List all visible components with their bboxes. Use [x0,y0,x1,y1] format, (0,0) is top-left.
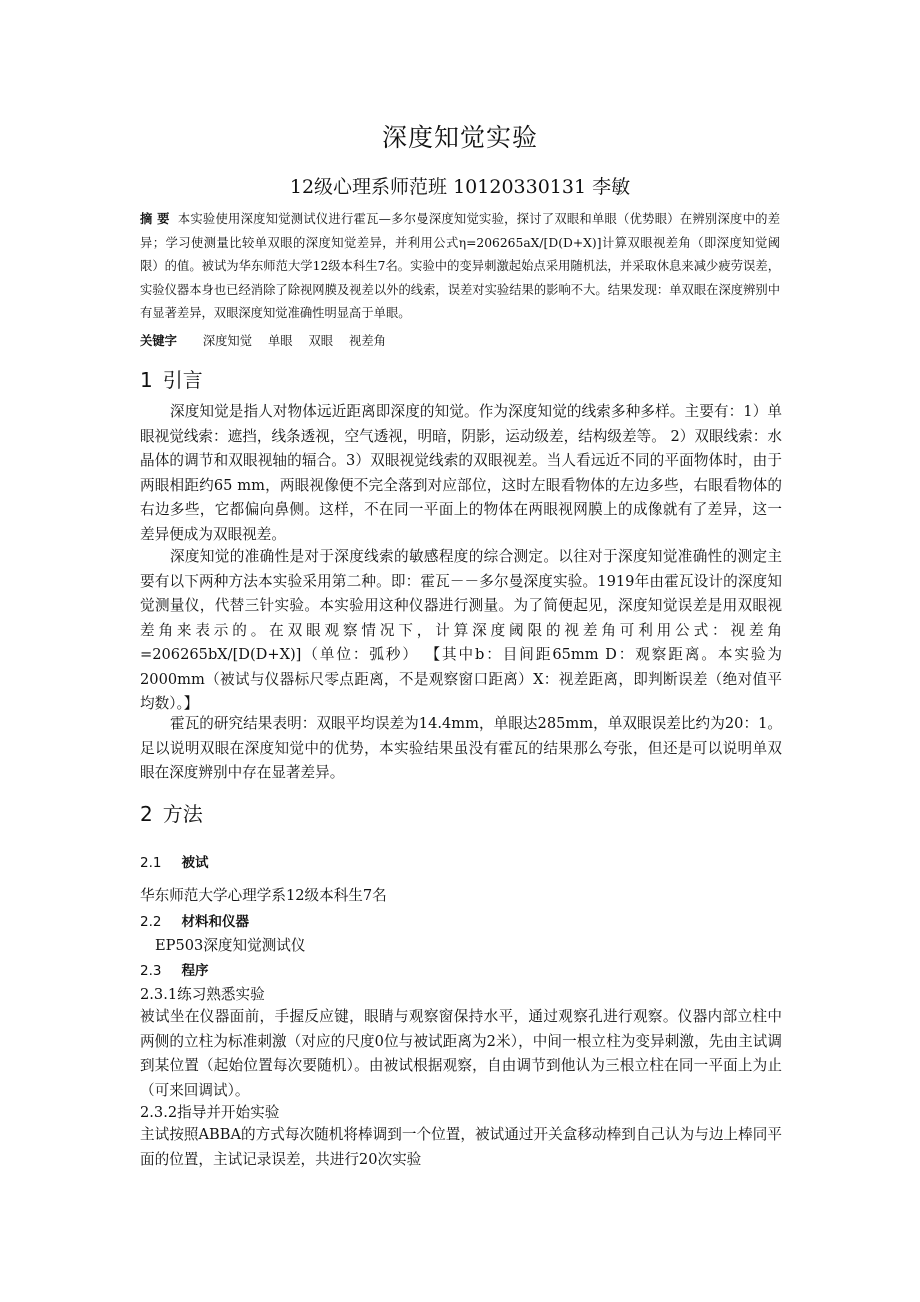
abstract-label: 摘 要 [140,212,170,226]
section-title: 引言 [162,368,203,392]
intro-paragraph-2: 深度知觉的准确性是对于深度线索的敏感程度的综合测定。以往对于深度知觉准确性的测定主要有以下两种方法本实验采用第二种。即：霍瓦－－多尔曼深度实验。1919年由霍瓦设计的深度知觉测量仪，代替三针实验。本实验用这种仪器进行测量。为了简便起见，深度知觉误差是用双眼视差角来表示的。在双眼观察情况下，计算深度阈限的视差角可利用公式：视差角=206265bX/[D(D+X)]（单位：弧秒） 【其中b：目间距65mm D：观察距离。本实验为2000mm（被试与仪器标尺零点距离，不是观察窗口距离）X：视差距离，即判断误差（绝对值平均数）。】 [140,548,782,712]
section-heading-introduction [140,364,203,393]
keyword-item: 双眼 [308,334,334,348]
subsection-number: 2.1 [140,855,162,871]
keyword-item: 单眼 [267,334,293,348]
subsection-title: 被试 [181,855,209,871]
materials-text: EP503深度知觉测试仪 [155,937,306,954]
procedure-step-1-text: 被试坐在仪器面前，手握反应键，眼睛与观察窗保持水平，通过观察孔进行观察。仪器内部立柱中两侧的立柱为标准刺激（对应的尺度0位与被试距离为2米），中间一根立柱为变异刺激，先由主试调到某位置（起始位置每次要随机）。由被试根据观察，自由调节到他认为三根立柱在同一平面上为止（可来回调试）。 [140,1008,782,1099]
section-number: 2 [140,802,153,826]
subsection-number: 2.2 [140,914,162,930]
abstract [140,208,780,326]
subsection-heading-procedure [140,959,208,979]
section-title: 方法 [162,802,203,826]
subsection-heading-materials [140,910,249,930]
subjects-text: 华东师范大学心理学系12级本科生7名 [140,887,387,904]
paper-title: 深度知觉实验 [381,123,538,152]
abstract-text: 本实验使用深度知觉测试仪进行霍瓦—多尔曼深度知觉实验，探讨了双眼和单眼（优势眼）在辨别深度中的差异；学习使测量比较单双眼的深度知觉差异，并利用公式η=206265aX/[D(D+X)]计算双眼视差角（即深度知觉阈限）的值。被试为华东师范大学12级本科生7名。实验中的变异刺激起始点采用随机法，并采取休息来减少疲劳误差，实验仪器本身也已经消除了除视网膜及视差以外的线索，误差对实验结果的影响不大。结果发现：单双眼在深度辨别中有显著差异，双眼深度知觉准确性明显高于单眼。 [140,212,780,320]
subsection-number: 2.3 [140,963,162,979]
section-number: 1 [140,368,153,392]
procedure-step-2-title: 2.3.2指导并开始实验 [140,1104,280,1121]
subsection-title: 程序 [181,963,209,979]
keywords [140,330,398,353]
author-line: 12级心理系师范班 10120330131 李敏 [289,176,631,198]
procedure-step-2-text: 主试按照ABBA的方式每次随机将棒调到一个位置，被试通过开关盒移动棒到自己认为与边上棒同平面的位置，主试记录误差，共进行20次实验 [140,1126,782,1168]
keyword-item: 视差角 [349,334,386,348]
section-heading-method [140,798,203,827]
intro-paragraph-1: 深度知觉是指人对物体远近距离即深度的知觉。作为深度知觉的线索多种多样。主要有：1）单眼视觉线索：遮挡，线条透视，空气透视，明暗，阴影，运动级差，结构级差等。 2）双眼线索：水晶体的调节和双眼视轴的辐合。3）双眼视觉线索的双眼视差。当人看远近不同的平面物体时，由于两眼相距约65 mm，两眼视像便不完全落到对应部位，这时左眼看物体的左边多些，右眼看物体的右边多些，它都偏向鼻侧。这样，不在同一平面上的物体在两眼视网膜上的成像就有了差异，这一差异便成为双眼视差。 [140,403,782,543]
keyword-item: 深度知觉 [202,334,253,348]
keywords-label: 关键字 [140,334,177,348]
subsection-heading-subjects [140,851,208,871]
subsection-title: 材料和仪器 [181,914,249,930]
intro-paragraph-3: 霍瓦的研究结果表明：双眼平均误差为14.4mm，单眼达285mm，单双眼误差比约为20：1。 足以说明双眼在深度知觉中的优势，本实验结果虽没有霍瓦的结果那么夸张，但还是可以说明单双眼在深度辨别中存在显著差异。 [140,715,782,781]
procedure-step-1-title: 2.3.1练习熟悉实验 [140,986,265,1003]
